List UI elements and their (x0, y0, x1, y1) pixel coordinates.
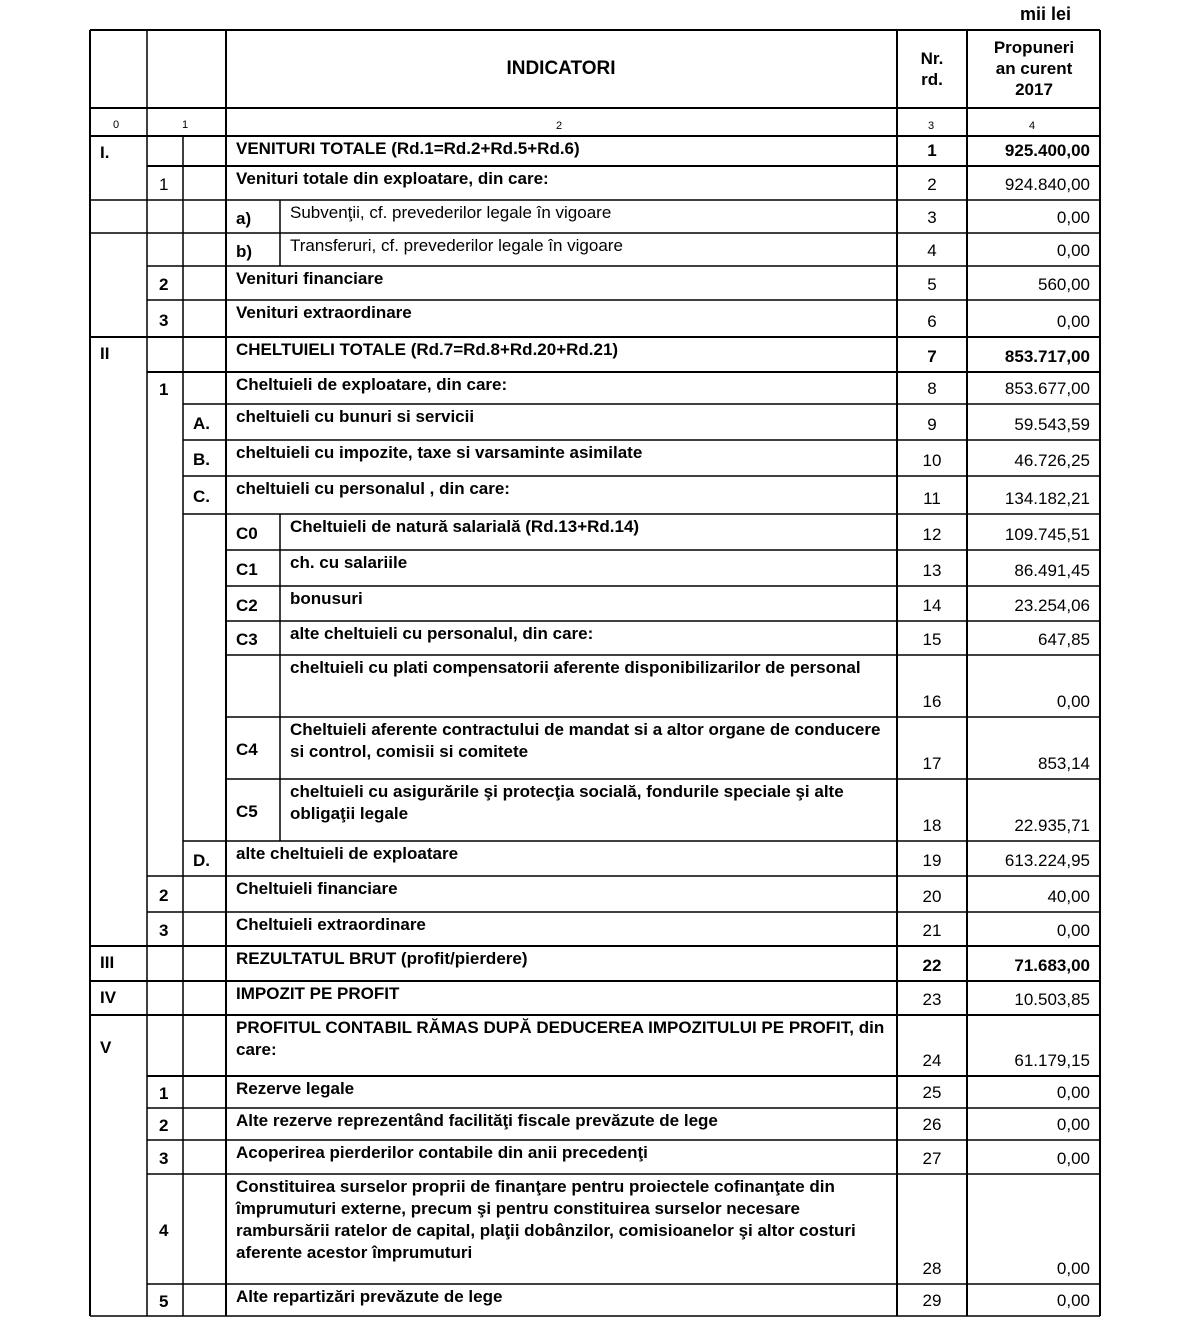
col-index-3: 3 (928, 120, 935, 132)
row-roman-number: IV (100, 988, 117, 1007)
row-indicator: Cheltuieli financiare (236, 879, 398, 898)
row-value: 10.503,85 (1014, 990, 1090, 1009)
row-indicator: Subvenţii, cf. prevederilor legale în vigoare (290, 203, 612, 222)
row-roman-number: III (100, 953, 115, 972)
row-number: 7 (927, 347, 937, 366)
row-indicator: cheltuieli cu personalul , din care: (236, 479, 510, 498)
row-number: 28 (922, 1259, 942, 1278)
row-sub-label: C1 (236, 560, 258, 579)
row-value: 71.683,00 (1014, 956, 1090, 975)
row-section-number: 3 (159, 1149, 169, 1168)
row-value: 613.224,95 (1004, 851, 1090, 870)
row-roman-number: II (100, 344, 110, 363)
row-number: 6 (927, 312, 937, 331)
row-number: 29 (922, 1291, 942, 1310)
row-number: 25 (922, 1083, 942, 1102)
row-sub-label: B. (193, 450, 210, 469)
row-value: 134.182,21 (1004, 489, 1090, 508)
row-section-number: 2 (159, 275, 169, 294)
row-number: 10 (922, 451, 942, 470)
row-section-number: 5 (159, 1292, 169, 1311)
row-indicator: Cheltuieli de exploatare, din care: (236, 375, 508, 394)
row-sub-label: a) (236, 208, 252, 228)
row-value: 560,00 (1038, 275, 1090, 294)
row-indicator: Constituirea surselor proprii de finanţare pentru proiectele cofinanţate din împrumuturi externe, precum şi pentru constituirea surselor necesare rambursării ratelor de capital, plaţii dobânzilor, comisioanelor şi altor costuri aferente acestor împrumuturi (236, 1177, 856, 1262)
row-indicator: Rezerve legale (236, 1079, 355, 1098)
row-value: 0,00 (1056, 1291, 1090, 1310)
row-indicator: Venituri extraordinare (236, 303, 412, 322)
row-value: 0,00 (1056, 921, 1090, 940)
row-indicator: CHELTUIELI TOTALE (Rd.7=Rd.8+Rd.20+Rd.21) (236, 340, 619, 359)
row-section-number: 4 (159, 1221, 169, 1240)
row-indicator: cheltuieli cu asigurările şi protecţia socială, fondurile speciale şi alte obligaţii legale (290, 782, 844, 823)
row-number: 12 (922, 525, 942, 544)
row-value: 0,00 (1056, 1149, 1090, 1168)
row-indicator: cheltuieli cu bunuri si servicii (236, 407, 475, 426)
row-value: 59.543,59 (1014, 415, 1090, 434)
row-indicator: REZULTATUL BRUT (profit/pierdere) (236, 949, 528, 968)
row-number: 21 (922, 921, 942, 940)
row-section-number: 2 (159, 886, 169, 905)
header-indicatori: INDICATORI (506, 58, 616, 79)
row-value: 925.400,00 (1004, 141, 1090, 160)
header-nr-rd: Nr. rd. (920, 49, 944, 89)
row-value: 86.491,45 (1014, 561, 1090, 580)
row-number: 23 (922, 990, 942, 1009)
row-section-number: 3 (159, 921, 169, 940)
row-number: 24 (922, 1051, 942, 1070)
row-indicator: Venituri financiare (236, 269, 384, 288)
row-indicator: ch. cu salariile (290, 553, 408, 572)
row-number: 18 (922, 816, 942, 835)
row-indicator: Cheltuieli aferente contractului de mandat si a altor organe de conducere si control, comisii si comitete (290, 720, 881, 761)
row-number: 5 (927, 275, 937, 294)
row-indicator: bonusuri (290, 589, 363, 608)
row-number: 13 (922, 561, 942, 580)
row-roman-number: V (100, 1037, 112, 1057)
row-number: 16 (922, 692, 942, 711)
col-index-2: 2 (556, 120, 563, 132)
row-number: 15 (922, 630, 942, 649)
col-index-1: 1 (182, 119, 189, 131)
row-roman-number: I. (100, 143, 110, 162)
row-indicator: Cheltuieli de natură salarială (Rd.13+Rd.14) (290, 517, 640, 536)
row-value: 0,00 (1056, 1115, 1090, 1134)
unit-label: mii lei (1020, 4, 1072, 24)
row-section-number: 1 (159, 380, 169, 399)
row-indicator: Acoperirea pierderilor contabile din anii precedenţi (236, 1143, 648, 1162)
row-number: 8 (927, 379, 937, 398)
row-indicator: Transferuri, cf. prevederilor legale în vigoare (290, 236, 623, 255)
row-section-number: 1 (159, 175, 169, 194)
row-number: 3 (927, 208, 937, 227)
row-value: 0,00 (1056, 1083, 1090, 1102)
row-value: 924.840,00 (1004, 175, 1090, 194)
row-number: 20 (922, 887, 942, 906)
row-number: 14 (922, 596, 942, 615)
header-propuneri: Propuneri an curent 2017 (993, 38, 1075, 99)
col-index-0: 0 (113, 119, 120, 131)
row-indicator: Alte rezerve reprezentând facilităţi fiscale prevăzute de lege (236, 1111, 718, 1130)
row-section-number: 2 (159, 1116, 169, 1135)
row-sub-label: C2 (236, 595, 258, 615)
row-number: 4 (927, 241, 937, 260)
row-indicator: PROFITUL CONTABIL RĂMAS DUPĂ DEDUCEREA IMPOZITULUI PE PROFIT, din care: (236, 1018, 885, 1059)
row-value: 46.726,25 (1014, 451, 1090, 470)
row-number: 26 (922, 1115, 942, 1134)
row-sub-label: D. (193, 850, 210, 870)
row-value: 0,00 (1056, 1259, 1090, 1278)
row-indicator: IMPOZIT PE PROFIT (236, 984, 400, 1003)
row-sub-label: b) (236, 241, 253, 261)
row-value: 0,00 (1056, 692, 1090, 711)
row-value: 853.717,00 (1004, 347, 1090, 366)
row-value: 40,00 (1047, 887, 1090, 906)
row-indicator: cheltuieli cu plati compensatorii aferente disponibilizarilor de personal (290, 658, 861, 677)
row-value: 853,14 (1038, 754, 1090, 773)
row-number: 11 (923, 489, 941, 508)
row-number: 2 (927, 175, 937, 194)
row-value: 109.745,51 (1004, 525, 1090, 544)
row-value: 0,00 (1056, 241, 1090, 260)
row-sub-label: C5 (236, 802, 258, 821)
row-value: 0,00 (1056, 312, 1090, 331)
row-number: 19 (922, 851, 942, 870)
row-section-number: 1 (159, 1084, 169, 1103)
row-number: 27 (922, 1149, 942, 1168)
row-indicator: Alte repartizări prevăzute de lege (236, 1287, 503, 1306)
row-indicator: alte cheltuieli de exploatare (236, 844, 459, 863)
row-value: 0,00 (1056, 208, 1090, 227)
row-indicator: VENITURI TOTALE (Rd.1=Rd.2+Rd.5+Rd.6) (236, 139, 580, 158)
row-sub-label: C3 (236, 630, 258, 649)
row-value: 22.935,71 (1014, 816, 1090, 835)
row-value: 61.179,15 (1014, 1051, 1090, 1070)
row-number: 9 (927, 415, 937, 434)
row-indicator: alte cheltuieli cu personalul, din care: (290, 624, 594, 643)
row-sub-label: C0 (236, 524, 258, 543)
row-number: 1 (927, 141, 937, 160)
row-indicator: cheltuieli cu impozite, taxe si varsaminte asimilate (236, 443, 643, 462)
row-value: 647,85 (1038, 630, 1090, 649)
row-value: 853.677,00 (1004, 379, 1090, 398)
row-indicator: Cheltuieli extraordinare (236, 915, 426, 934)
row-section-number: 3 (159, 310, 169, 330)
row-sub-label: C. (193, 487, 210, 506)
row-indicator: Venituri totale din exploatare, din care: (236, 169, 549, 188)
row-value: 23.254,06 (1014, 596, 1090, 615)
col-index-4: 4 (1029, 120, 1036, 132)
row-number: 17 (922, 754, 942, 773)
row-number: 22 (922, 956, 942, 975)
row-sub-label: C4 (236, 740, 258, 759)
row-sub-label: A. (193, 414, 210, 433)
